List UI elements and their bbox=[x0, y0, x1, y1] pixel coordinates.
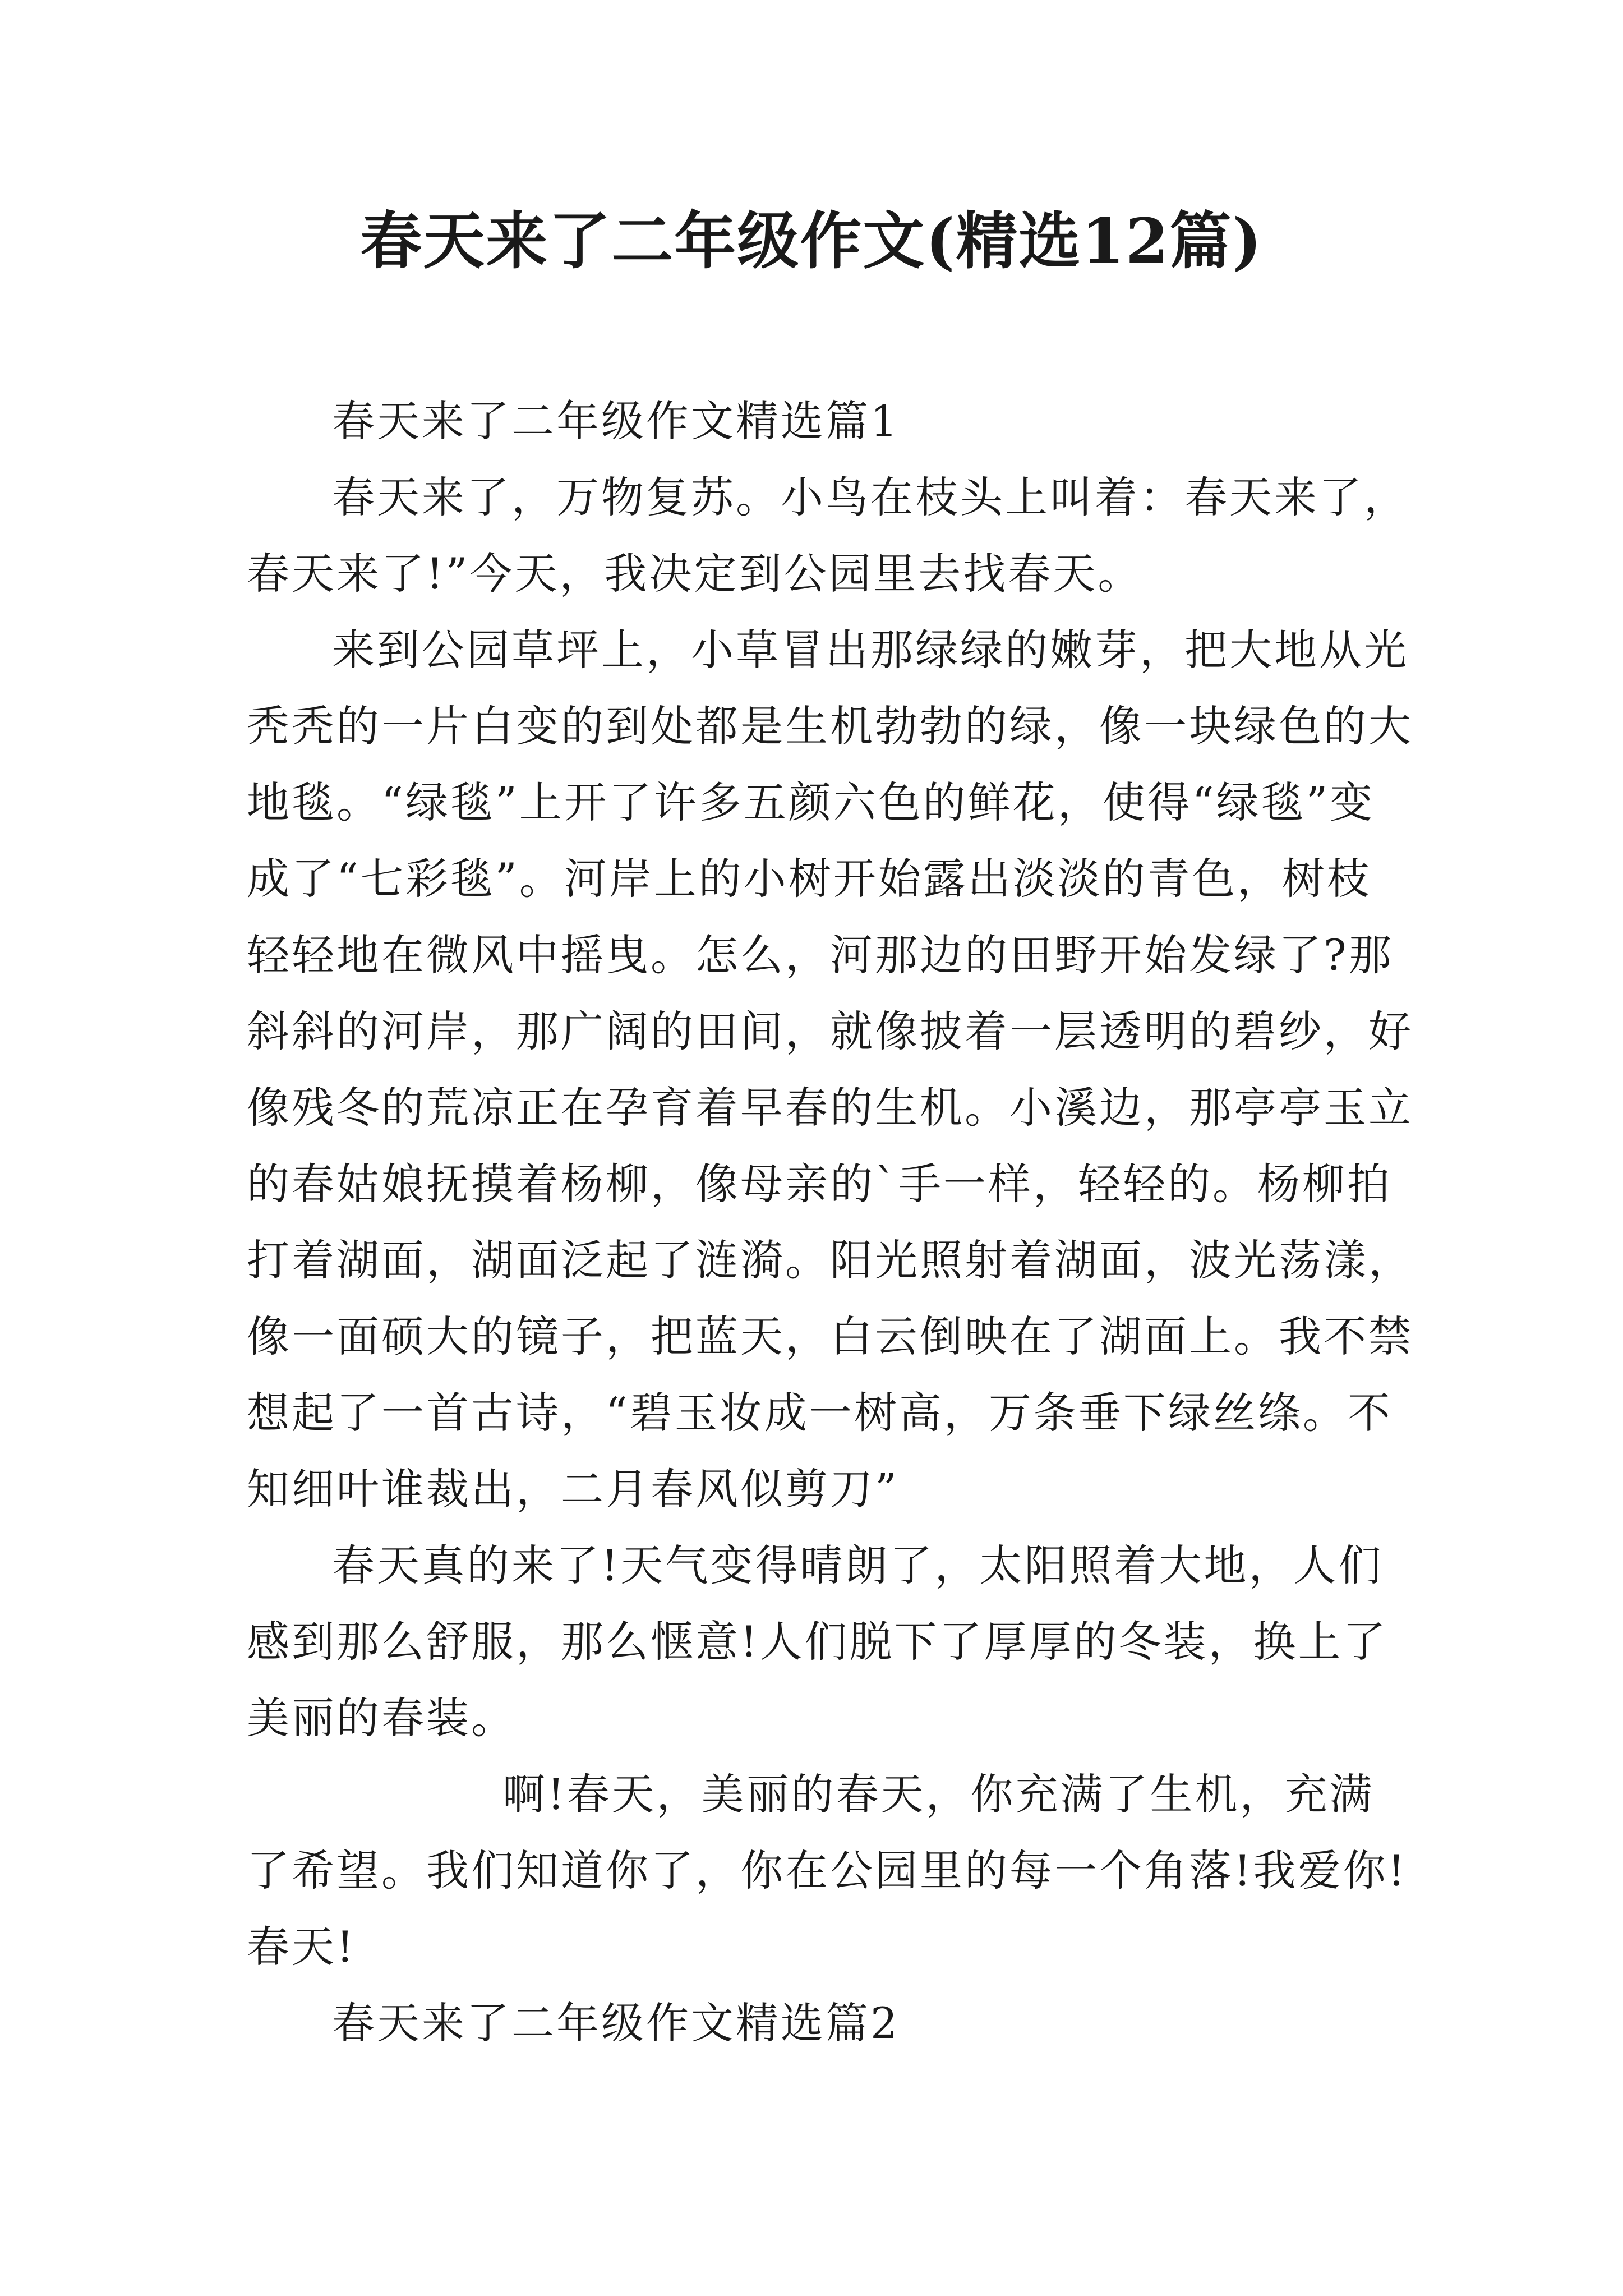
section-heading-2: 春天来了二年级作文精选篇2 bbox=[332, 1998, 900, 2048]
section-heading-1: 春天来了二年级作文精选篇1 bbox=[332, 396, 900, 446]
document-title: 春天来了二年级作文(精选12篇) bbox=[360, 205, 1263, 277]
paragraph-3: 春天真的来了!天气变得晴朗了，太阳照着大地，人们感到那么舒服，那么惬意!人们脱下了厚厚的冬装，换上了美丽的春装。 bbox=[247, 1540, 1388, 1743]
document-body bbox=[247, 383, 1413, 2062]
paragraph-4: 啊!春天，美丽的春天，你充满了生机，充满了希望。我们知道你了，你在公园里的每一个角落!我爱你!春天! bbox=[247, 1769, 1408, 1972]
paragraph-1: 春天来了，万物复苏。小鸟在枝头上叫着：春天来了，春天来了!”今天，我决定到公园里去找春天。 bbox=[247, 472, 1409, 599]
paragraph-2: 来到公园草坪上，小草冒出那绿绿的嫩芽，把大地从光秃秃的一片白变的到处都是生机勃勃的绿，像一块绿色的大地毯。“绿毯”上开了许多五颜六色的鲜花，使得“绿毯”变成了“七彩毯”。河岸上的小树开始露出淡淡的青色，树枝轻轻地在微风中摇曳。怎么，河那边的田野开始发绿了?那斜斜的河岸，那广阔的田间，就像披着一层透明的碧纱，好像残冬的荒凉正在孕育着早春的生机。小溪边，那亭亭玉立的春姑娘抚摸着杨柳，像母亲的`手一样，轻轻的。杨柳拍打着湖面，湖面泛起了涟漪。阳光照射着湖面，波光荡漾，像一面硕大的镜子，把蓝天，白云倒映在了湖面上。我不禁想起了一首古诗，“碧玉妆成一树高，万条垂下绿丝绦。不知细叶谁裁出，二月春风似剪刀” bbox=[247, 625, 1413, 1514]
